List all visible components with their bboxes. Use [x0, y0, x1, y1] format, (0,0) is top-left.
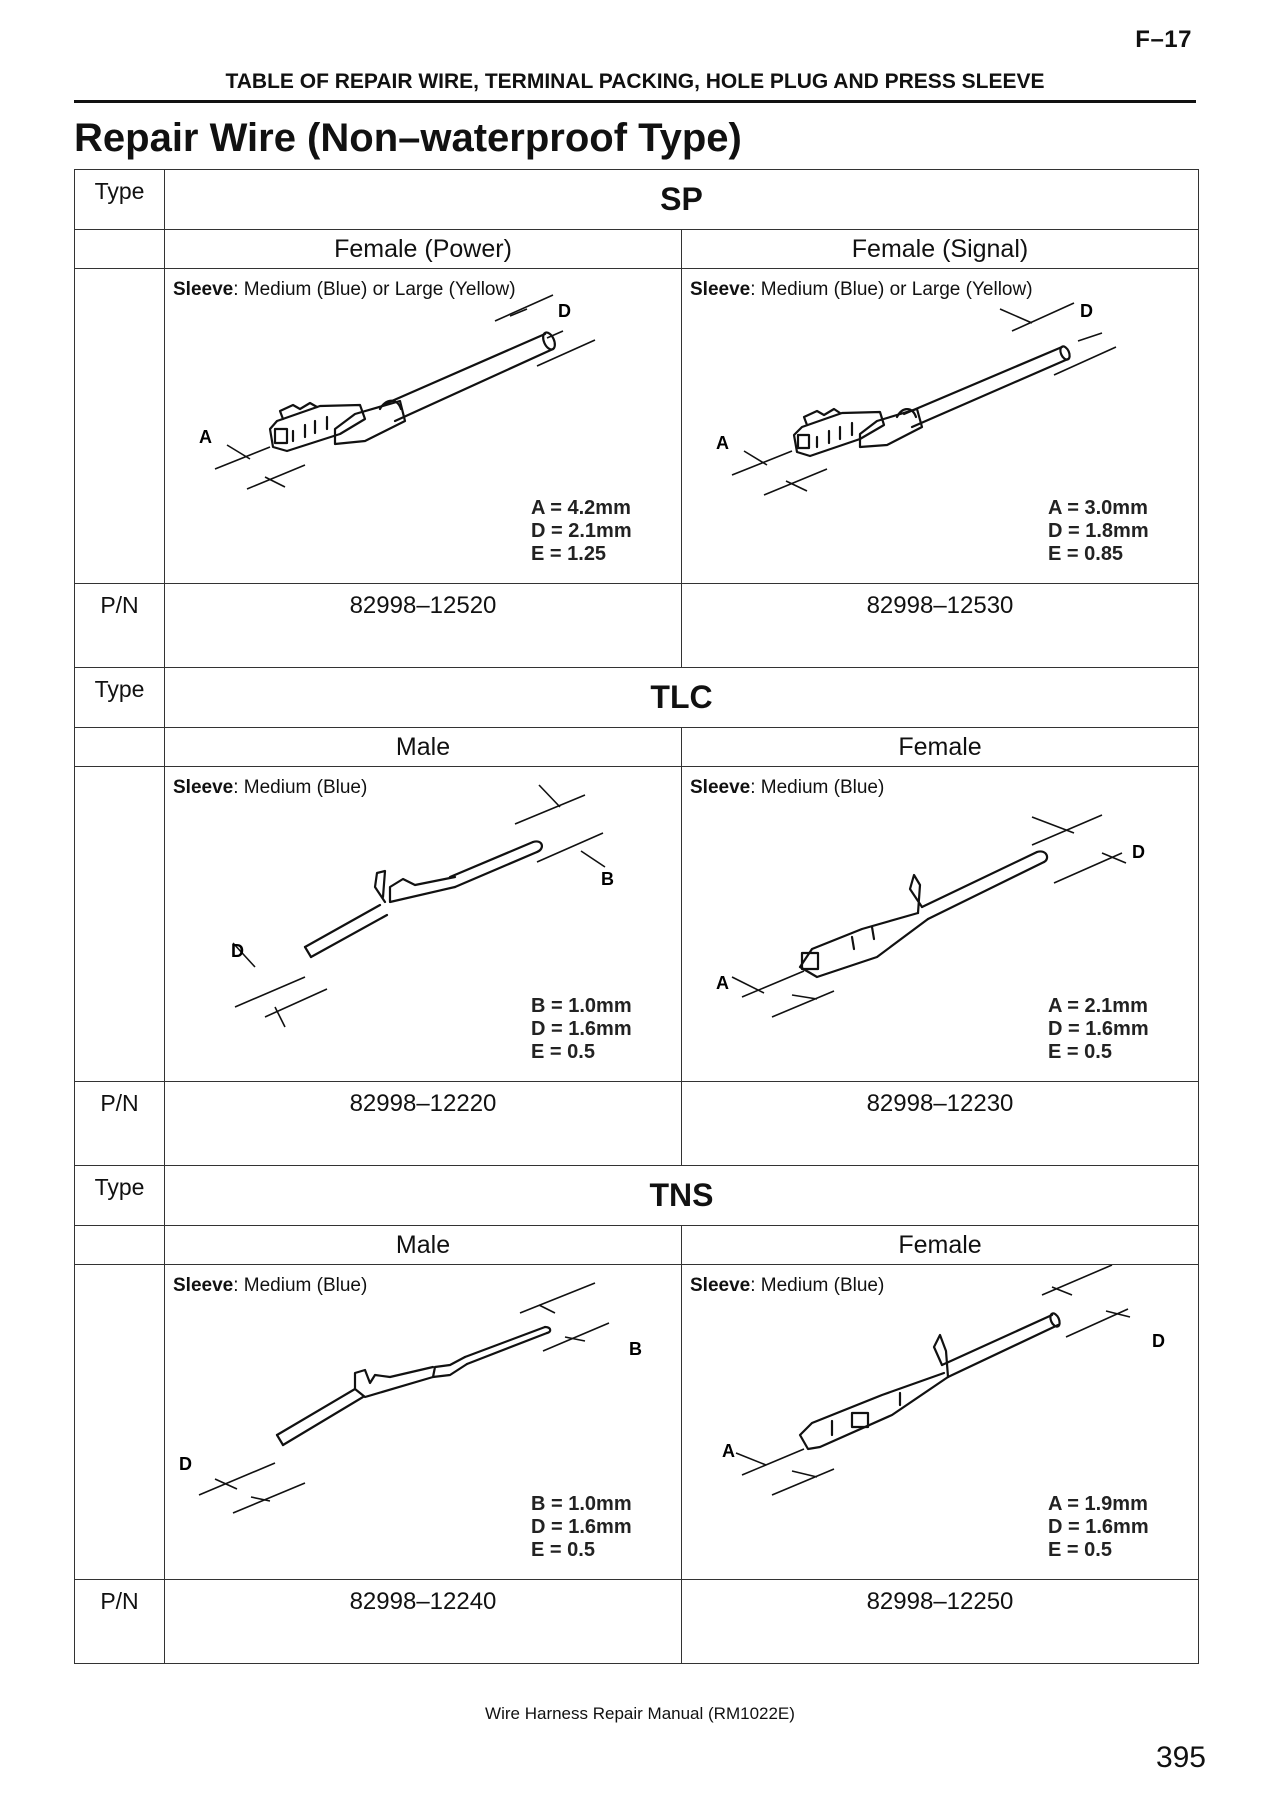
repair-wire-table: [74, 169, 1199, 1664]
blank-cell: [75, 230, 165, 269]
pn-row-sp: [75, 584, 1199, 668]
spec-line: D = 1.6mm: [1048, 1018, 1149, 1040]
page-number-top: F–17: [1135, 26, 1192, 53]
dimension-letter: B: [601, 869, 614, 889]
sleeve-label: Sleeve: [173, 1275, 234, 1296]
spec-line: B = 1.0mm: [531, 995, 632, 1017]
drawing-cell: [165, 269, 682, 584]
part-number: 82998–12530: [682, 584, 1199, 668]
drawing-cell: [682, 1265, 1199, 1580]
variant-row-tlc: [75, 728, 1199, 767]
variant-name: Female (Power): [165, 230, 682, 269]
spec-list: [1048, 497, 1149, 566]
blank-cell: [75, 767, 165, 1082]
blank-cell: [75, 1265, 165, 1580]
drawing-cell: [682, 767, 1199, 1082]
spec-line: B = 1.0mm: [531, 1493, 632, 1515]
spec-line: E = 0.5: [531, 1041, 595, 1063]
part-number: 82998–12220: [165, 1082, 682, 1166]
spec-line: E = 0.5: [1048, 1041, 1112, 1063]
blank-cell: [75, 1226, 165, 1265]
sleeve-value: : Medium (Blue): [233, 777, 368, 798]
drawing-cell: [165, 767, 682, 1082]
dimension-letter: A: [716, 433, 729, 453]
type-label: Type: [75, 1166, 165, 1226]
spec-line: E = 0.85: [1048, 543, 1124, 565]
variant-name: Male: [165, 1226, 682, 1265]
sleeve-value: : Medium (Blue) or Large (Yellow): [750, 279, 1033, 300]
variant-name: Female: [682, 1226, 1199, 1265]
part-number: 82998–12520: [165, 584, 682, 668]
type-name-sp: SP: [165, 170, 1199, 230]
spec-line: E = 0.5: [1048, 1539, 1112, 1561]
variant-name: Female (Signal): [682, 230, 1199, 269]
sleeve-value: : Medium (Blue): [750, 777, 885, 798]
pn-label: P/N: [75, 1580, 165, 1664]
drawing-cell: [165, 1265, 682, 1580]
spec-line: D = 2.1mm: [531, 520, 632, 542]
variant-name: Female: [682, 728, 1199, 767]
type-name-tlc: TLC: [165, 668, 1199, 728]
dimension-letter: D: [231, 941, 244, 961]
part-number: 82998–12240: [165, 1580, 682, 1664]
dimension-letter: D: [1152, 1331, 1165, 1351]
variant-row-sp: [75, 230, 1199, 269]
page-number-bottom: 395: [1155, 1741, 1206, 1774]
spec-line: A = 2.1mm: [1048, 995, 1148, 1017]
spec-list: [531, 995, 632, 1064]
page-title: Repair Wire (Non–waterproof Type): [74, 116, 742, 160]
type-label: Type: [75, 170, 165, 230]
spec-list: [531, 497, 632, 566]
pn-row-tns: [75, 1580, 1199, 1664]
dimension-letter: A: [716, 973, 729, 993]
sleeve-value: : Medium (Blue): [233, 1275, 368, 1296]
dimension-letter: B: [629, 1339, 642, 1359]
part-number: 82998–12230: [682, 1082, 1199, 1166]
pn-label: P/N: [75, 584, 165, 668]
drawing-cell: [682, 269, 1199, 584]
spec-line: E = 0.5: [531, 1539, 595, 1561]
pn-row-tlc: [75, 1082, 1199, 1166]
section-header: TABLE OF REPAIR WIRE, TERMINAL PACKING, HOLE PLUG AND PRESS SLEEVE: [74, 70, 1196, 103]
spec-list: [531, 1493, 632, 1562]
variant-name: Male: [165, 728, 682, 767]
dimension-letter: D: [1080, 301, 1093, 321]
spec-line: D = 1.6mm: [531, 1018, 632, 1040]
sleeve-value: : Medium (Blue) or Large (Yellow): [233, 279, 516, 300]
spec-line: D = 1.8mm: [1048, 520, 1149, 542]
type-label: Type: [75, 668, 165, 728]
type-name-tns: TNS: [165, 1166, 1199, 1226]
dimension-letter: D: [1132, 842, 1145, 862]
dimension-letter: A: [722, 1441, 735, 1461]
variant-row-tns: [75, 1226, 1199, 1265]
sleeve-label: Sleeve: [173, 279, 234, 300]
sleeve-label: Sleeve: [173, 777, 234, 798]
spec-line: A = 3.0mm: [1048, 497, 1148, 519]
pn-label: P/N: [75, 1082, 165, 1166]
spec-line: A = 4.2mm: [531, 497, 631, 519]
spec-list: [1048, 995, 1149, 1064]
spec-line: E = 1.25: [531, 543, 607, 565]
sleeve-value: : Medium (Blue): [750, 1275, 885, 1296]
sleeve-label: Sleeve: [690, 1275, 751, 1296]
drawing-row-tns: [75, 1265, 1199, 1580]
drawing-row-tlc: [75, 767, 1199, 1082]
spec-line: A = 1.9mm: [1048, 1493, 1148, 1515]
part-number: 82998–12250: [682, 1580, 1199, 1664]
blank-cell: [75, 269, 165, 584]
drawing-row-sp: [75, 269, 1199, 584]
type-row-sp: [75, 170, 1199, 230]
sleeve-label: Sleeve: [690, 279, 751, 300]
dimension-letter: A: [199, 427, 212, 447]
spec-line: D = 1.6mm: [1048, 1516, 1149, 1538]
dimension-letter: D: [558, 301, 571, 321]
spec-list: [1048, 1493, 1149, 1562]
type-row-tlc: [75, 668, 1199, 728]
spec-line: D = 1.6mm: [531, 1516, 632, 1538]
dimension-letter: D: [179, 1454, 192, 1474]
sleeve-label: Sleeve: [690, 777, 751, 798]
type-row-tns: [75, 1166, 1199, 1226]
blank-cell: [75, 728, 165, 767]
footer: Wire Harness Repair Manual (RM1022E): [485, 1704, 795, 1723]
